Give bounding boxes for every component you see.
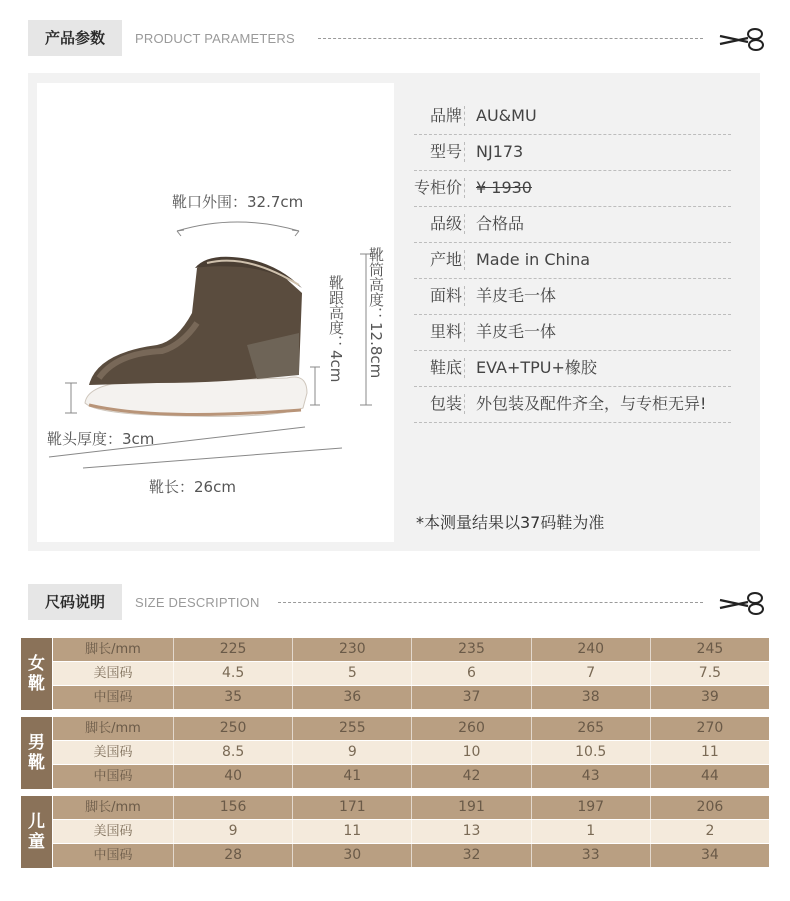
table-cell: 44: [650, 765, 769, 788]
params-section-header: [28, 20, 768, 56]
group-label: 儿童: [21, 796, 52, 868]
table-cell: 11: [650, 741, 769, 764]
measurement-note: *本测量结果以37码鞋为准: [416, 513, 605, 532]
table-cell: 32: [411, 844, 530, 867]
row-label: 美国码: [93, 666, 133, 681]
table-cell: 38: [531, 686, 650, 709]
param-row-sole: [414, 350, 731, 387]
table-row: [53, 820, 769, 843]
table-cell: 206: [650, 796, 769, 819]
table-cell: 4.5: [173, 662, 292, 685]
size-group-kids: [21, 796, 769, 868]
table-cell: 34: [650, 844, 769, 867]
param-value: NJ173: [476, 142, 524, 161]
table-cell: 7: [531, 662, 650, 685]
dashed-divider: [318, 38, 703, 39]
param-value: 外包装及配件齐全，与专柜无异!: [476, 394, 707, 413]
dashed-divider: [278, 602, 703, 603]
table-row: [53, 662, 769, 685]
table-cell: 156: [173, 796, 292, 819]
table-cell: 36: [292, 686, 411, 709]
table-cell: 270: [650, 717, 769, 740]
table-cell: 35: [173, 686, 292, 709]
table-cell: 1: [531, 820, 650, 843]
param-value: AU&MU: [476, 106, 537, 125]
table-cell: 250: [173, 717, 292, 740]
param-key: 里料: [429, 322, 462, 341]
row-label: 美国码: [93, 824, 133, 839]
row-label: 脚长/mm: [85, 721, 141, 736]
params-section-title: 产品参数: [28, 20, 122, 56]
product-photo-area: [37, 83, 394, 542]
row-label: 中国码: [93, 848, 133, 863]
param-key: 专柜价: [413, 178, 462, 197]
param-value: 羊皮毛一体: [476, 286, 557, 305]
table-cell: 260: [411, 717, 530, 740]
table-cell: 40: [173, 765, 292, 788]
param-value-price: ¥ 1930: [476, 178, 532, 197]
table-cell: 255: [292, 717, 411, 740]
table-cell: 30: [292, 844, 411, 867]
size-group-men: [21, 717, 769, 789]
param-key: 品牌: [429, 106, 462, 125]
table-cell: 265: [531, 717, 650, 740]
table-cell: 191: [411, 796, 530, 819]
table-cell: 197: [531, 796, 650, 819]
param-value: Made in China: [476, 250, 591, 269]
table-cell: 245: [650, 638, 769, 661]
table-cell: 235: [411, 638, 530, 661]
param-row-origin: [414, 242, 731, 279]
table-row: [53, 741, 769, 764]
table-cell: 9: [173, 820, 292, 843]
shaft-height-label: 靴筒高度：12.8cm: [367, 247, 385, 379]
params-section-subtitle: PRODUCT PARAMETERS: [135, 31, 295, 46]
param-row-model: [414, 134, 731, 171]
param-key: 品级: [429, 214, 462, 233]
table-cell: 9: [292, 741, 411, 764]
param-row-grade: [414, 206, 731, 243]
table-cell: 33: [531, 844, 650, 867]
table-row: [53, 717, 769, 740]
table-cell: 28: [173, 844, 292, 867]
param-key: 包装: [429, 394, 462, 413]
table-cell: 2: [650, 820, 769, 843]
group-label: 男靴: [21, 717, 52, 789]
size-section-subtitle: SIZE DESCRIPTION: [135, 595, 260, 610]
table-cell: 11: [292, 820, 411, 843]
param-row-lining: [414, 314, 731, 351]
table-cell: 6: [411, 662, 530, 685]
size-group-women: [21, 638, 769, 710]
param-key: 型号: [429, 142, 462, 161]
table-row: [53, 686, 769, 709]
table-row: [53, 844, 769, 867]
table-row: [53, 765, 769, 788]
row-label: 美国码: [93, 745, 133, 760]
param-value: EVA+TPU+橡胶: [476, 358, 597, 377]
param-value: 合格品: [476, 214, 525, 233]
heel-height-label: 靴跟高度：4cm: [327, 275, 345, 383]
row-label: 中国码: [93, 690, 133, 705]
table-row: [53, 796, 769, 819]
table-cell: 10.5: [531, 741, 650, 764]
param-row-brand: [414, 98, 731, 135]
param-value: 羊皮毛一体: [476, 322, 557, 341]
param-key: 产地: [429, 250, 462, 269]
param-row-packaging: [414, 386, 731, 423]
group-label: 女靴: [21, 638, 52, 710]
length-label: 靴长：26cm: [149, 478, 236, 496]
param-row-price: [414, 170, 731, 207]
row-label: 脚长/mm: [85, 800, 141, 815]
param-row-fabric: [414, 278, 731, 315]
table-cell: 240: [531, 638, 650, 661]
param-key: 鞋底: [429, 358, 462, 377]
size-section-title: 尺码说明: [28, 584, 122, 620]
scissors-icon: [718, 23, 768, 53]
row-label: 中国码: [93, 769, 133, 784]
toe-thickness-label: 靴头厚度：3cm: [47, 430, 155, 448]
table-cell: 39: [650, 686, 769, 709]
table-cell: 43: [531, 765, 650, 788]
table-cell: 171: [292, 796, 411, 819]
table-cell: 10: [411, 741, 530, 764]
size-section-header: [28, 584, 768, 620]
param-key: 面料: [429, 286, 462, 305]
table-cell: 37: [411, 686, 530, 709]
table-cell: 8.5: [173, 741, 292, 764]
table-row: [53, 638, 769, 661]
table-cell: 230: [292, 638, 411, 661]
table-cell: 7.5: [650, 662, 769, 685]
table-cell: 225: [173, 638, 292, 661]
table-cell: 42: [411, 765, 530, 788]
row-label: 脚长/mm: [85, 642, 141, 657]
table-cell: 13: [411, 820, 530, 843]
circumference-label: 靴口外围：32.7cm: [172, 193, 304, 211]
table-cell: 5: [292, 662, 411, 685]
table-cell: 41: [292, 765, 411, 788]
scissors-icon: [718, 587, 768, 617]
